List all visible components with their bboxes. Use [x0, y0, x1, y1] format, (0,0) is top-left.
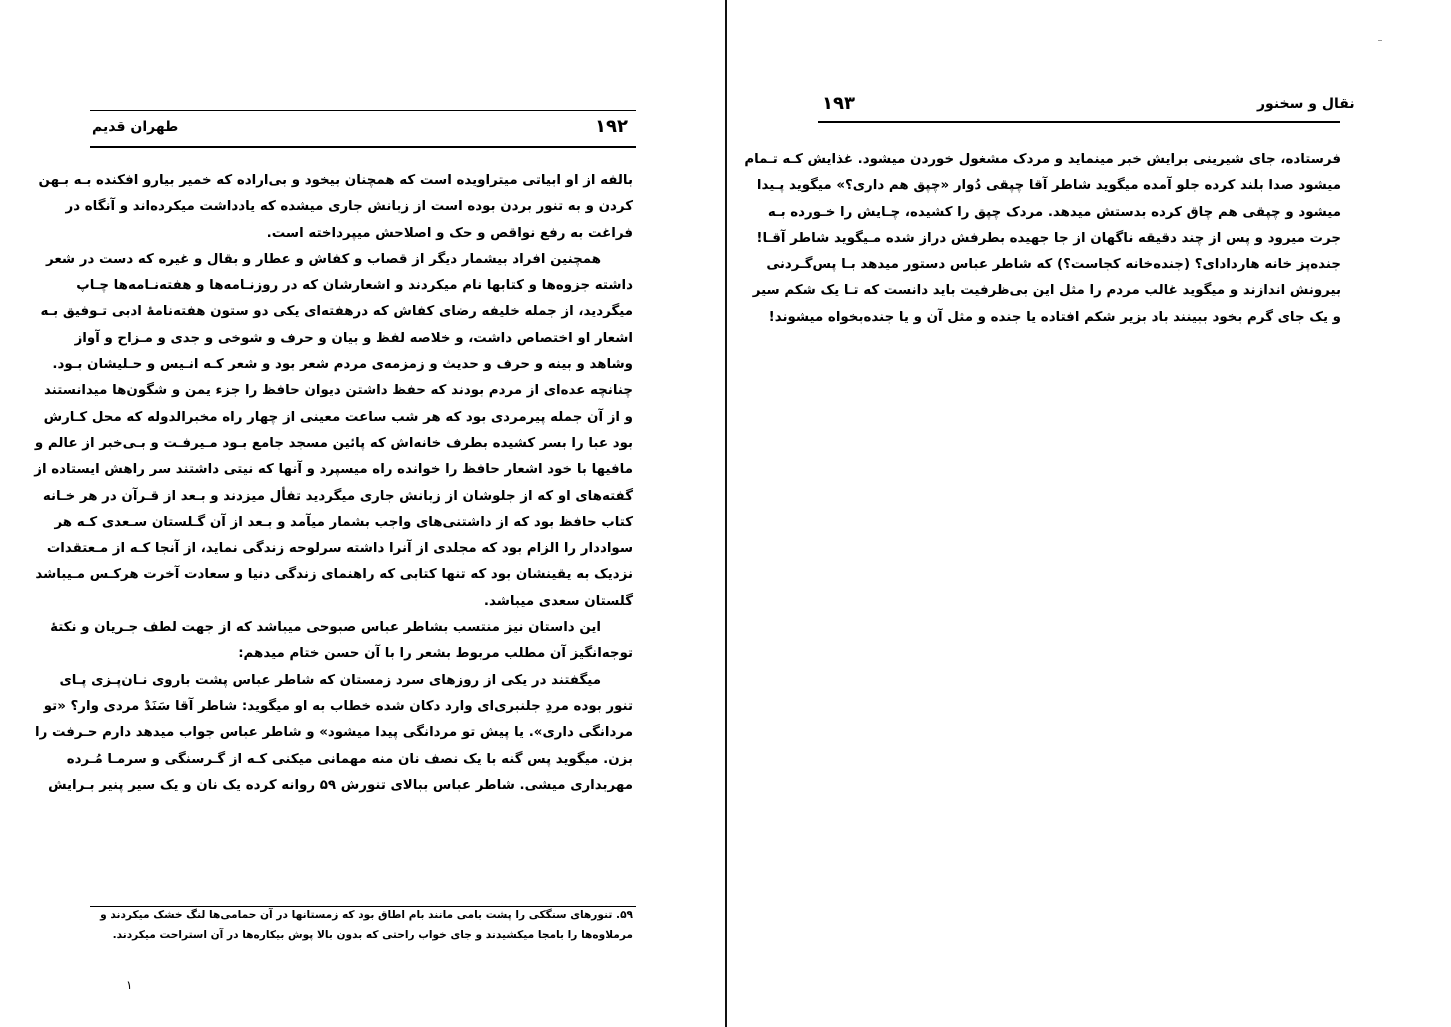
text-line: اشعار او اختصاص داشت، و خلاصه لفظ و بیان و حرف و شوخی و جدی و مـزاح و آواز — [74, 330, 633, 346]
text-line: بالفه از او ابیاتی میتراویده است که همچنان بیخود و بی‌اراده که خمیر بیارو افکنده بـه بـهن — [38, 173, 633, 188]
text-line: گفته‌های او که از جلوشان از زبانش جاری میگردید تفأل میزدند و بـعد از قـرآن در هر خـانه — [42, 488, 633, 504]
text-line: مردانگی داری». یا پیش تو مردانگی پیدا میشود» و شاطر عباس جواب میدهد دارم حـرفت را — [35, 725, 633, 741]
left-body-text — [34, 168, 633, 799]
left-running-title: طهران قديم — [92, 119, 179, 135]
text-line: توجه‌انگیز آن مطلب مربوط بشعر را با آن حسن ختام میدهم: — [238, 646, 633, 662]
text-line: فراغت به رفع نواقص و حک و اصلاحش میپرداخته است. — [266, 225, 633, 241]
text-line: بزن. میگوید پس گنه با یک نصف نان منه مهمانی میکنی کـه از گـرسنگی و سرمـا مُـرده‌ — [66, 751, 633, 767]
right-running-title: نقال و سخنور — [1257, 96, 1355, 112]
text-line: تنور بوده مردِ جلنبری‌ای وارد دکان شده خطاب به او میگوید: شاطر آقا سَنَدْ مردی وار؟ «تو — [43, 698, 633, 714]
text-line: داشته جزوه‌ها و کتابها نام میکردند و اشعارشان که در روزنـامه‌ها و هفته‌نـامه‌ها چـاپ — [76, 278, 633, 294]
right-page-number: ۱۹۳ — [822, 93, 855, 114]
text-line: کتاب حافظ بود که از داشتنی‌های واجب بشمار میآمد و بـعد از آن گـلستان سـعدی کـه هر — [54, 514, 633, 530]
text-line: نزدیک به یقینشان بود که تنها کتابی که راهنمای زندگی دنیا و سعادت آخرت هرکـس مـیباشد — [35, 567, 633, 583]
right-header-rule — [818, 121, 1340, 123]
right-page — [728, 0, 1451, 1027]
footnote-line: مرملاوه‌ها را بامجا میکشیدند و جای خواب راحتی که بدون بالا پوش بیکاره‌ها در آن استراحت میکردند. — [112, 928, 633, 941]
left-page-number: ۱۹۲ — [595, 116, 628, 137]
text-line: وشاهد و بینه و حرف و حدیث و زمزمه‌ی مردم شعر بود و شعر کـه انـیس و حـلیشان بـود. — [52, 357, 633, 373]
text-line: مهربداری میشی. شاطر عباس ببالای تنورش ۵۹ روانه کرده یک نان و یک سیر پنیر بـرایش — [48, 777, 633, 793]
text-line: بود عبا را بسر کشیده بطرف خانه‌اش که پائین مسجد جامع بـود مـیرفـت و بـی‌خبر از عالم و — [34, 435, 633, 451]
text-line: میگردید، از جمله خلیفه رضای کفاش که درهفته‌ای یکی دو ستون هفته‌نامهٔ ادبی تـوفیق بـه — [40, 304, 633, 320]
text-line: فرستاده، جای شیرینی برایش خبر مینماید و مردک مشغول خوردن میشود. غذایش کـه تـمام — [744, 152, 1341, 167]
text-line: جنده‌پز خانه هاردادای؟ (جنده‌خانه کجاست؟) که شاطر عباس دستور میدهد بـا پس‌گـردنی — [766, 257, 1341, 273]
text-line: میشود صدا بلند کرده جلو آمده میگوید شاطر آقا چپقی دُوار «چپق هم داری؟» میگوید پـیدا — [756, 178, 1341, 194]
text-line: میشود و چپقی هم چاق کرده بدستش میدهد. مردک چپق را کشیده، چـایش را خـورده بـه — [767, 204, 1341, 220]
left-header-rule — [90, 146, 636, 148]
text-line: مافیها با خود اشعار حافظ را خوانده راه میسپرد و آنها که نیتی داشتند سر راهش ایستاده از — [34, 462, 633, 478]
text-line: همچنین افراد بیشمار دیگر از قصاب و کفاش و عطار و بقال و غیره که دست در شعر — [46, 251, 601, 267]
page-mark: ١ — [126, 978, 133, 992]
text-line: جرت میرود و پس از چند دقیقه ناگهان از جا جهیده بطرفش دراز شده مـیگوید شاطر آقـا! — [756, 230, 1341, 246]
text-line: چنانچه عده‌ای از مردم بودند که حفظ داشتن دیوان حافظ را جزء یمن و شگون‌ها میدانستند — [44, 383, 633, 399]
left-footnote — [100, 906, 633, 945]
text-line: این داستان نیز منتسب بشاطر عباس صبوحی میباشد که از جهت لطف جـریان و نکتهٔ — [50, 620, 601, 636]
text-line: گلستان سعدی میباشد. — [483, 593, 633, 609]
text-line: کردن و به تنور بردن بوده است از زبانش جاری میشده که یادداشت میکرده‌اند و آنگاه در — [65, 199, 633, 215]
text-line: میگفتند در یکی از روزهای سرد زمستان که شاطر عباس پشت باروی نـان‌پـزی پـای — [59, 672, 601, 688]
text-line: و از آن جمله پیرمردی بود که هر شب ساعت معینی از چهار راه مخبرالدوله که محل کـارش — [43, 409, 633, 425]
book-spine — [725, 0, 727, 1027]
text-line: و یک جای گرم بخود ببینند باد بزیر شکم افتاده یا جنده و مثل آن و یا جنده‌بخواه میشوند! — [768, 309, 1341, 325]
text-line: بیرونش اندازند و میگوید غالب مردم را مثل این بی‌ظرفیت باید دانست که تـا یک شکم سیر — [752, 283, 1341, 299]
left-header-top-rule — [90, 110, 636, 111]
footnote-line: ۵۹. تنورهای سنگکی را پشت بامی مانند بام اطاق بود که زمستانها در آن حمامی‌ها لنگ خشک میکردند و — [100, 909, 633, 921]
text-line: سواددار را الزام بود که مجلدی از آنرا داشته سرلوحه زندگی نماید، از آنجا کـه از مـعتقدات — [46, 541, 633, 557]
corner-mark — [1378, 40, 1382, 41]
right-body-text — [744, 147, 1341, 331]
